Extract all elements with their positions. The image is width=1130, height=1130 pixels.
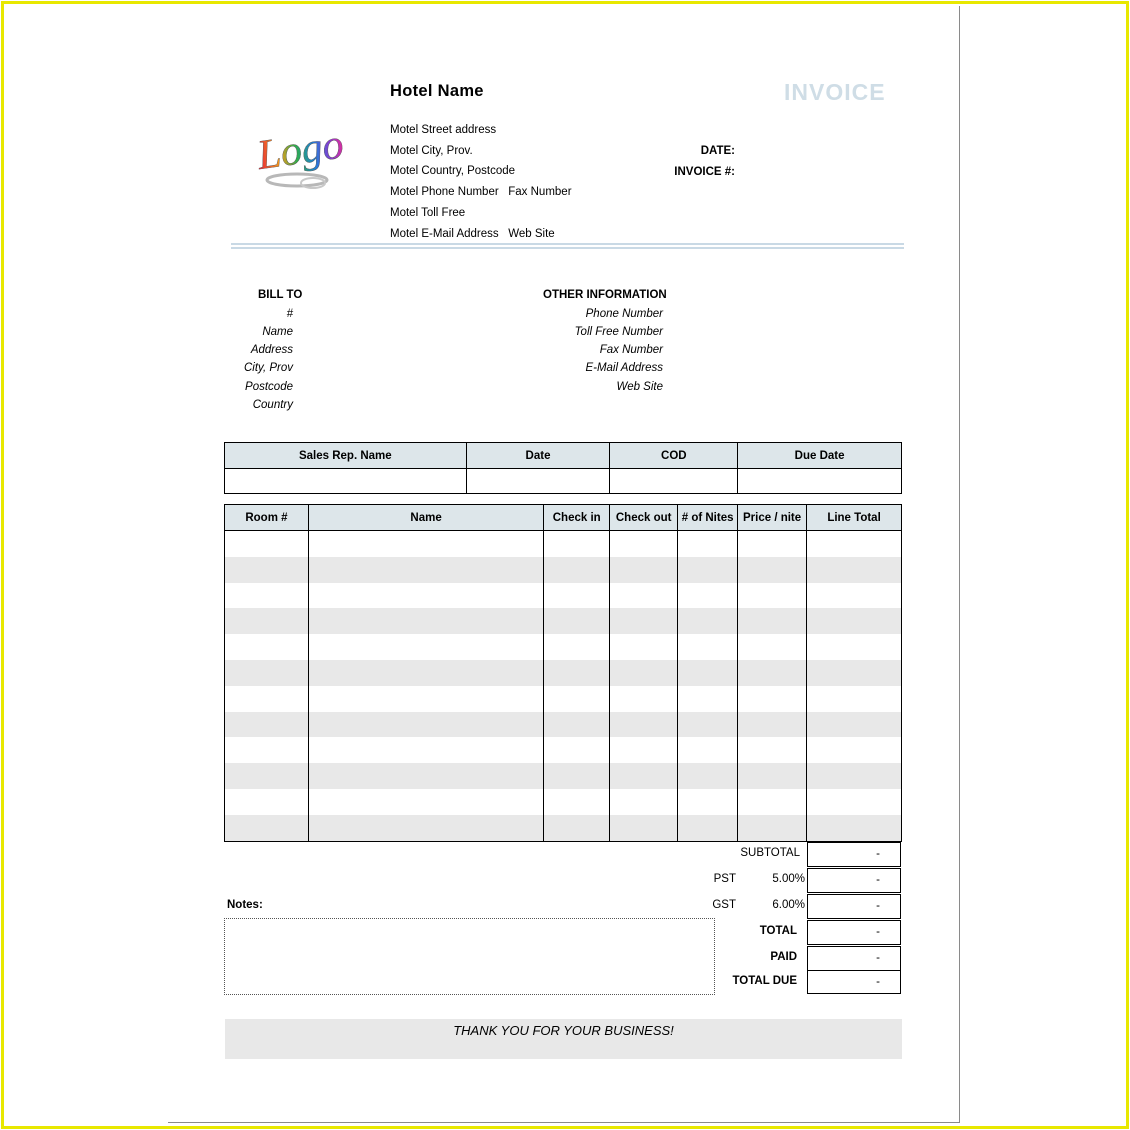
cell[interactable] <box>225 815 309 841</box>
cell[interactable] <box>225 608 309 634</box>
table-row <box>225 712 902 738</box>
other-info-heading: OTHER INFORMATION <box>543 289 667 301</box>
cell[interactable] <box>738 634 807 660</box>
cell[interactable] <box>610 815 678 841</box>
address-line: Motel E-Mail Address Web Site <box>390 228 555 240</box>
cell[interactable] <box>610 634 678 660</box>
thank-you-banner <box>225 1019 902 1059</box>
gst-label: GST <box>712 899 736 911</box>
thank-you-text: THANK YOU FOR YOUR BUSINESS! <box>453 1023 674 1038</box>
notes-field[interactable] <box>224 918 715 995</box>
table-row <box>225 815 902 841</box>
other-info-field: Web Site <box>616 381 663 393</box>
cell[interactable] <box>807 557 902 583</box>
other-info-field: Phone Number <box>585 308 663 320</box>
cell[interactable] <box>678 583 738 609</box>
due-date-cell[interactable] <box>738 469 902 494</box>
invoice-number-label: INVOICE #: <box>674 166 735 178</box>
cell[interactable] <box>544 686 610 712</box>
cell[interactable] <box>225 763 309 789</box>
cell[interactable] <box>807 686 902 712</box>
cell[interactable] <box>544 634 610 660</box>
column-header-check-in: Check in <box>544 505 610 531</box>
page-edge-right <box>959 6 960 1123</box>
cell[interactable] <box>544 737 610 763</box>
cell[interactable] <box>225 634 309 660</box>
cell[interactable] <box>610 660 678 686</box>
cell[interactable] <box>738 583 807 609</box>
cell[interactable] <box>807 583 902 609</box>
cell[interactable] <box>225 531 309 557</box>
table-row <box>225 608 902 634</box>
notes-label: Notes: <box>227 899 263 911</box>
cell[interactable] <box>678 686 738 712</box>
bill-to-field: Name <box>262 326 293 338</box>
cell[interactable] <box>738 763 807 789</box>
cell[interactable] <box>308 737 543 763</box>
cell[interactable] <box>807 815 902 841</box>
cell[interactable] <box>738 686 807 712</box>
cell[interactable] <box>308 634 543 660</box>
pst-label: PST <box>713 873 736 885</box>
cell[interactable] <box>308 815 543 841</box>
cell[interactable] <box>678 712 738 738</box>
table-row <box>225 531 902 557</box>
column-header-room: Room # <box>225 505 309 531</box>
pst-rate: 5.00% <box>772 873 805 885</box>
header-divider <box>231 247 904 249</box>
logo-text: Logo <box>254 121 347 180</box>
cell[interactable] <box>678 737 738 763</box>
address-line: Motel Phone Number Fax Number <box>390 186 572 198</box>
cell[interactable] <box>678 660 738 686</box>
cell[interactable] <box>308 763 543 789</box>
total-due-value[interactable]: - <box>807 970 901 994</box>
gst-rate: 6.00% <box>772 899 805 911</box>
address-line: Motel City, Prov. <box>390 145 473 157</box>
paid-value[interactable]: - <box>807 946 901 971</box>
cell[interactable] <box>807 531 902 557</box>
line-items-table <box>224 504 902 842</box>
cell[interactable] <box>308 583 543 609</box>
total-due-label: TOTAL DUE <box>732 975 797 987</box>
address-line: Motel Country, Postcode <box>390 165 516 177</box>
column-header-date: Date <box>466 443 610 469</box>
column-header-line-total: Line Total <box>807 505 902 531</box>
date-label: DATE: <box>700 145 735 157</box>
cell[interactable] <box>610 737 678 763</box>
cell[interactable] <box>678 815 738 841</box>
cell[interactable] <box>678 608 738 634</box>
bill-to-field: # <box>286 308 293 320</box>
cell[interactable] <box>678 557 738 583</box>
cell[interactable] <box>807 634 902 660</box>
total-label: TOTAL <box>759 925 797 937</box>
table-row <box>225 789 902 815</box>
cell[interactable] <box>807 712 902 738</box>
cell[interactable] <box>610 608 678 634</box>
other-info-field: E-Mail Address <box>585 362 663 374</box>
cell[interactable] <box>225 660 309 686</box>
logo-image <box>254 104 347 194</box>
cell[interactable] <box>544 789 610 815</box>
column-header-check-out: Check out <box>610 505 678 531</box>
cell[interactable] <box>610 557 678 583</box>
cell[interactable] <box>610 763 678 789</box>
cell[interactable] <box>738 712 807 738</box>
table-row <box>225 634 902 660</box>
cell[interactable] <box>610 583 678 609</box>
cell[interactable] <box>807 763 902 789</box>
cell[interactable] <box>308 531 543 557</box>
column-header-nites: # of Nites <box>678 505 738 531</box>
subtotal-label: SUBTOTAL <box>740 847 800 859</box>
bill-to-field: Address <box>250 344 293 356</box>
other-info-field: Toll Free Number <box>574 326 663 338</box>
cell[interactable] <box>678 531 738 557</box>
date-cell[interactable] <box>466 469 610 494</box>
cell[interactable] <box>807 737 902 763</box>
cell[interactable] <box>807 789 902 815</box>
cell[interactable] <box>544 557 610 583</box>
header-divider <box>231 243 904 245</box>
column-header-due-date: Due Date <box>738 443 902 469</box>
table-row <box>225 763 902 789</box>
cod-cell[interactable] <box>610 469 738 494</box>
address-line: Motel Street address <box>390 124 497 136</box>
cell[interactable] <box>308 608 543 634</box>
cell[interactable] <box>610 789 678 815</box>
table-row <box>225 557 902 583</box>
cell[interactable] <box>225 712 309 738</box>
cell[interactable] <box>544 608 610 634</box>
cell[interactable] <box>308 712 543 738</box>
column-header-name: Name <box>308 505 543 531</box>
cell[interactable] <box>610 531 678 557</box>
cell[interactable] <box>544 712 610 738</box>
cell[interactable] <box>807 660 902 686</box>
column-header-price: Price / nite <box>738 505 807 531</box>
column-header-cod: COD <box>610 443 738 469</box>
gst-value[interactable]: - <box>807 894 901 919</box>
cell[interactable] <box>544 815 610 841</box>
cell[interactable] <box>738 789 807 815</box>
cell[interactable] <box>678 763 738 789</box>
subtotal-value[interactable]: - <box>807 842 901 867</box>
page-edge-bottom <box>168 1122 960 1123</box>
sales-rep-cell[interactable] <box>225 469 467 494</box>
pst-value[interactable]: - <box>807 868 901 893</box>
invoice-title: INVOICE <box>784 79 886 105</box>
cell[interactable] <box>225 737 309 763</box>
bill-to-field: City, Prov <box>244 362 293 374</box>
cell[interactable] <box>678 789 738 815</box>
cell[interactable] <box>610 686 678 712</box>
cell[interactable] <box>544 763 610 789</box>
hotel-name: Hotel Name <box>390 82 484 100</box>
cell[interactable] <box>807 608 902 634</box>
cell[interactable] <box>738 660 807 686</box>
cell[interactable] <box>544 531 610 557</box>
total-value[interactable]: - <box>807 920 901 945</box>
cell[interactable] <box>225 557 309 583</box>
cell[interactable] <box>308 686 543 712</box>
cell[interactable] <box>738 531 807 557</box>
cell[interactable] <box>738 608 807 634</box>
cell[interactable] <box>544 660 610 686</box>
table-row <box>225 737 902 763</box>
paid-label: PAID <box>770 951 797 963</box>
cell[interactable] <box>225 583 309 609</box>
cell[interactable] <box>308 789 543 815</box>
other-info-field: Fax Number <box>599 344 663 356</box>
cell[interactable] <box>225 789 309 815</box>
cell[interactable] <box>544 583 610 609</box>
cell[interactable] <box>738 737 807 763</box>
table-row <box>225 686 902 712</box>
cell[interactable] <box>738 815 807 841</box>
cell[interactable] <box>308 557 543 583</box>
address-line: Motel Toll Free <box>390 207 466 219</box>
table-row <box>225 583 902 609</box>
bill-to-field: Postcode <box>245 381 293 393</box>
cell[interactable] <box>308 660 543 686</box>
cell[interactable] <box>225 686 309 712</box>
column-header-sales-rep: Sales Rep. Name <box>225 443 467 469</box>
sales-info-table <box>224 442 902 494</box>
cell[interactable] <box>738 557 807 583</box>
cell[interactable] <box>610 712 678 738</box>
bill-to-field: Country <box>252 399 293 411</box>
table-row <box>225 660 902 686</box>
cell[interactable] <box>678 634 738 660</box>
bill-to-heading: BILL TO <box>258 289 303 301</box>
